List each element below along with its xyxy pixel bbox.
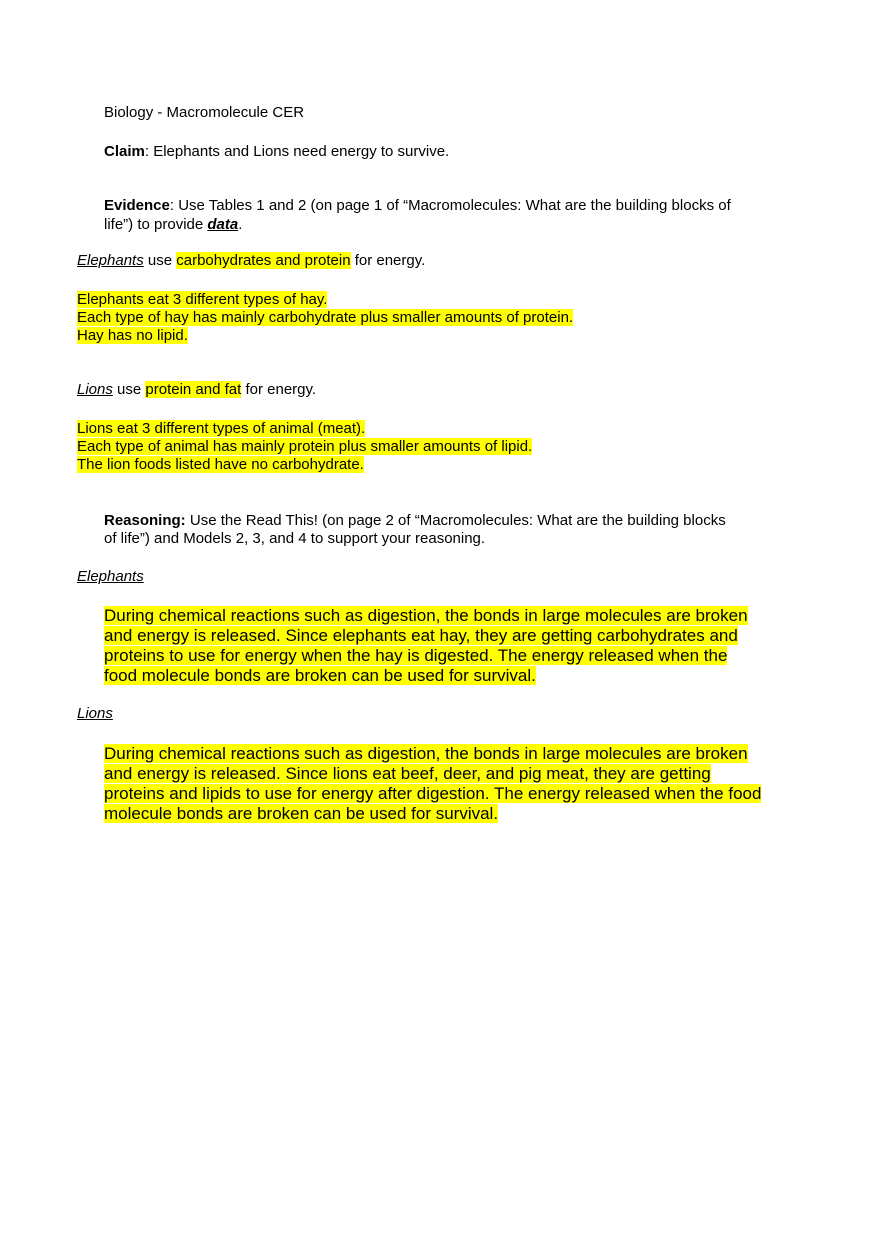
elephants-evidence-line: Elephants eat 3 different types of hay. xyxy=(77,291,328,308)
claim-line xyxy=(104,143,449,161)
elephants-use-text: use xyxy=(143,252,177,269)
elephants-reasoning-line: and energy is released. Since elephants eat hay, they are getting carbohydrates and xyxy=(104,626,738,645)
lions-evidence-line: Lions eat 3 different types of animal (meat). xyxy=(77,420,366,437)
data-emphasis: data xyxy=(207,216,239,233)
elephants-label: Elephants xyxy=(77,252,144,269)
elephants-reasoning-line: proteins to use for energy when the hay is digested. The energy released when the xyxy=(104,646,728,665)
lions-reasoning-line: and energy is released. Since lions eat beef, deer, and pig meat, they are getting xyxy=(104,764,711,783)
claim-label: Claim xyxy=(104,143,145,160)
elephants-reasoning-line: food molecule bonds are broken can be used for survival. xyxy=(104,666,536,685)
lions-reasoning-heading xyxy=(77,705,113,723)
evidence-text: : Use Tables 1 and 2 (on page 1 of “Macromolecules: What are the building blocks of xyxy=(169,197,731,214)
evidence-label: Evidence xyxy=(104,197,170,214)
lions-label: Lions xyxy=(77,381,113,398)
lions-use-text: use xyxy=(112,381,146,398)
evidence-line-2-period: . xyxy=(238,216,243,233)
reasoning-line-1 xyxy=(104,512,726,530)
elephants-reasoning-heading xyxy=(77,568,144,586)
lions-energy-text: for energy. xyxy=(241,381,317,398)
elephants-highlight: carbohydrates and protein xyxy=(176,252,351,269)
document-title: Biology - Macromolecule CER xyxy=(104,104,305,121)
claim-text: : Elephants and Lions need energy to survive. xyxy=(144,143,450,160)
lions-reasoning-paragraph xyxy=(104,744,761,824)
evidence-line-2 xyxy=(104,216,242,234)
lions-evidence-line: The lion foods listed have no carbohydrate. xyxy=(77,456,364,473)
evidence-line-2-text: life”) to provide xyxy=(104,216,208,233)
reasoning-text: Use the Read This! (on page 2 of “Macromolecules: What are the building blocks xyxy=(185,512,726,529)
lions-evidence-list xyxy=(77,420,532,474)
lions-reasoning-line: proteins and lipids to use for energy after digestion. The energy released when the food xyxy=(104,784,762,803)
elephants-evidence-line: Each type of hay has mainly carbohydrate plus smaller amounts of protein. xyxy=(77,309,574,326)
evidence-line-1 xyxy=(104,197,731,215)
reasoning-label: Reasoning: xyxy=(104,512,186,529)
lions-evidence-line: Each type of animal has mainly protein plus smaller amounts of lipid. xyxy=(77,438,533,455)
elephants-evidence-list xyxy=(77,291,573,345)
lions-evidence-heading xyxy=(77,381,316,399)
lions-reasoning-line: molecule bonds are broken can be used for survival. xyxy=(104,804,499,823)
elephants-energy-text: for energy. xyxy=(350,252,426,269)
lions-reasoning-line: During chemical reactions such as digestion, the bonds in large molecules are broken xyxy=(104,744,748,763)
elephants-reasoning-paragraph xyxy=(104,606,748,686)
elephants-reasoning-line: During chemical reactions such as digestion, the bonds in large molecules are broken xyxy=(104,606,748,625)
lions-reasoning-label: Lions xyxy=(77,705,113,722)
elephants-evidence-line: Hay has no lipid. xyxy=(77,327,188,344)
reasoning-line-2: of life”) and Models 2, 3, and 4 to support your reasoning. xyxy=(104,530,486,547)
elephants-evidence-heading xyxy=(77,252,425,270)
elephants-reasoning-label: Elephants xyxy=(77,568,144,585)
lions-highlight: protein and fat xyxy=(145,381,242,398)
